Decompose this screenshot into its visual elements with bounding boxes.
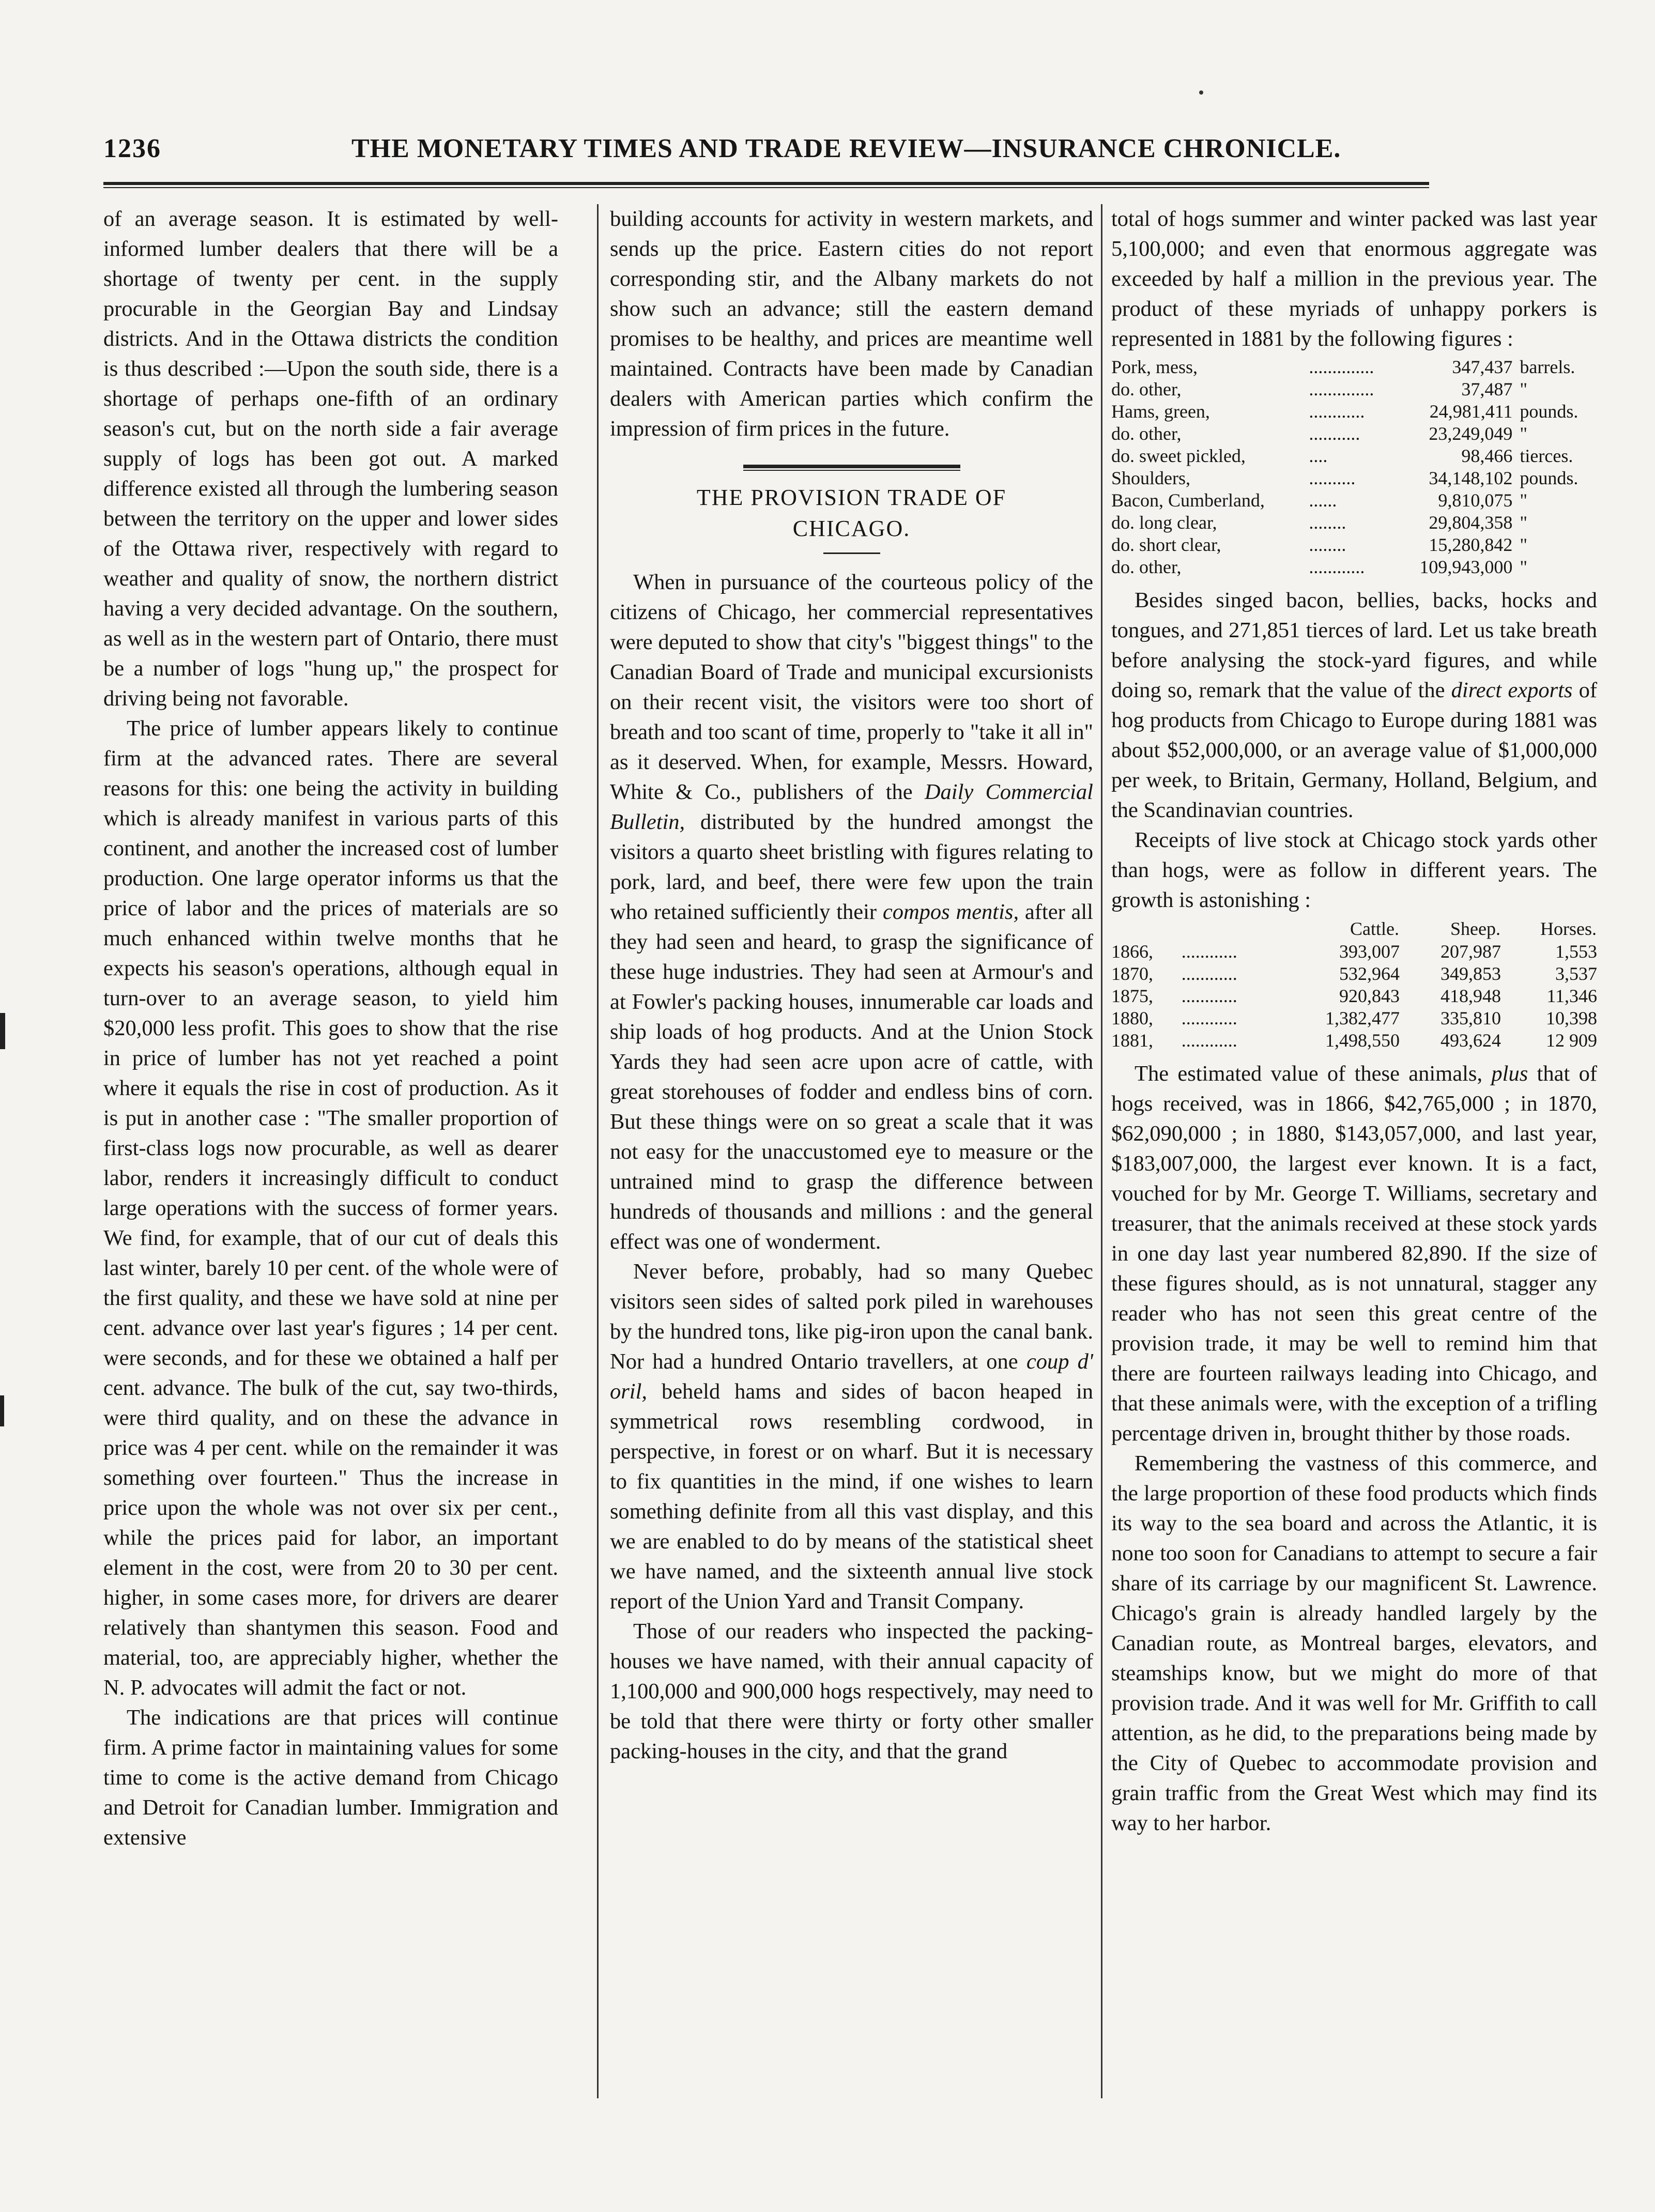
text-run: that of hogs received, was in 1866, $42,765,000 ; in 1870, $62,090,000 ; in 1880, $143,057,000, and last year, $183,007,000, the largest ever known. It is a fact, vouched for by Mr. George T. Williams, secretary and treasurer, that the animals received at these stock yards in one day last year numbered 82,890. If the size of these figures should, as is not unnatural, stagger any reader who has not seen this great centre of the provision trade, it may be well to remind him that there are fourteen railways leading into Chicago, and that these animals were, with the exception of a trifling percentage driven in, brought thither by those roads. — [1111, 1062, 1598, 1446]
paragraph: The price of lumber appears likely to continue firm at the advanced rates. There are several reasons for this: one being the activity in building which is already manifest in various parts of this continent, and another the increased cost of lumber production. One large operator informs us that the price of labor and the prices of materials are so much enhanced within twelve months that he expects his season's operations, although equal in turn-over to an average season, to yield him $20,000 less profit. This goes to show that the rise in price of lumber has not yet reached a point where it equals the rise in cost of production. As it is put in another case : "The smaller proportion of first-class logs now procurable, as well as dearer labor, renders it increasingly difficult to conduct large operations with the success of former years. We find, for example, that of our cut of deals this last winter, barely 10 per cent. of the whole were of the first quality, and these we have sold at nine per cent. advance over last year's figures ; 14 per cent. were seconds, and for these we obtained a half per cent. advance. The bulk of the cut, say two-thirds, were third quality, and on these the advance in price was 4 per cent. while on the remainder it was something over fourteen." Thus the increase in price upon the whole was not over six per cent., while the prices paid for labor, an important element in the cost, were from 20 to 30 per cent. higher, in some cases more, for drivers are dearer relatively than shantymen this season. Food and material, too, are appreciably higher, whether the N. P. advocates will admit the fact or not. — [103, 716, 558, 1700]
table-row — [1111, 1007, 1597, 1030]
paragraph — [1111, 586, 1597, 825]
product-name: Pork, mess, — [1111, 357, 1198, 377]
column-1 — [103, 204, 558, 1853]
sheep-count: 335,810 — [1441, 1008, 1501, 1028]
table-row — [1111, 941, 1597, 963]
paragraph: Remembering the vastness of this commerce, and the large proportion of these food products which finds its way to the sea board and across the Atlantic, it is none too soon for Canadians to attempt to secure a fair share of its carriage by our magnificent St. Lawrence. Chicago's grain is already handled largely by the Canadian route, as Montreal barges, elevators, and steamships know, but we might do more of that provision trade. And it was well for Mr. Griffith to call attention, as he did, to the preparations being made by the City of Quebec to accommodate provision and grain traffic from the Great West which may find its way to her harbor. — [1111, 1451, 1597, 1835]
unit: pounds. — [1520, 468, 1579, 488]
unit: pounds. — [1520, 401, 1579, 422]
text-run: beheld hams and sides of bacon heaped in symmetrical rows resembling cordwood, in perspective, in forest or on wharf. But it is necessary to fix quantities in the mind, if one wishes to learn something definite from all this vast display, and this we are enabled to do by means of the statistical sheet we have named, and the sixteenth annual live stock report of the Union Yard and Transit Company. — [610, 1379, 1093, 1614]
unit: " — [1520, 512, 1528, 533]
table-row — [1111, 534, 1597, 556]
product-name: Hams, green, — [1111, 401, 1210, 422]
table-row — [1111, 489, 1597, 512]
year: 1880, — [1111, 1008, 1153, 1028]
section-title-line: CHICAGO. — [792, 516, 911, 541]
leader-dots: ...... — [1309, 490, 1337, 511]
horses-count: 10,398 — [1546, 1008, 1597, 1028]
paragraph: Those of our readers who inspected the packing-houses we have named, with their annual capacity of 1,100,000 and 900,000 hogs respectively, may need to be told that there were thirty or forty other smaller packing-houses in the city, and that the grand — [610, 1619, 1093, 1763]
section-title-line: THE PROVISION TRADE OF — [696, 485, 1007, 510]
unit: barrels. — [1520, 357, 1575, 377]
table-row — [1111, 401, 1597, 423]
text-run: after all they had seen and heard, to grasp the significance of these huge industries. They had seen at Armour's and at Fowler's packing houses, innumerable car loads and ship loads of hog products. And at the Union Stock Yards they had seen acre upon acre of cattle, with great storehouses of fodder and endless bins of corn. But these things were on so great a scale that it was not easy for the unaccustomed eye to measure or the untrained mind to grasp the difference between hundreds of thousands and millions : and the general effect was one of wonderment. — [610, 900, 1093, 1254]
paragraph: total of hogs summer and winter packed was last year 5,100,000; and even that enormous aggregate was exceeded by half a million in the previous year. The product of these myriads of unhappy porkers is represented in 1881 by the following figures : — [1111, 207, 1597, 351]
sheep-count: 207,987 — [1441, 941, 1501, 962]
section-rule — [743, 465, 960, 471]
leader-dots: ............ — [1181, 986, 1237, 1006]
leader-dots: .......... — [1309, 468, 1356, 488]
product-name: do. sweet pickled, — [1111, 446, 1246, 466]
table-row — [1111, 512, 1597, 534]
cattle-count: 1,382,477 — [1325, 1008, 1400, 1028]
text-run: The estimated value of these animals, — [1135, 1062, 1492, 1086]
sheep-count: 349,853 — [1441, 963, 1501, 984]
table-row — [1111, 1030, 1597, 1052]
products-table — [1111, 356, 1597, 578]
table-row — [1111, 423, 1597, 445]
quantity: 37,487 — [1461, 379, 1513, 400]
paragraph: of an average season. It is estimated by well-informed lumber dealers that there will be a shortage of twenty per cent. in the supply procurable in the Georgian Bay and Lindsay districts. And in the Ottawa districts the condition is thus described :—Upon the south side, there is a shortage of perhaps one-fifth of an ordinary season's cut, but on the north side a fair average supply of logs has been got out. A marked difference existed all through the lumbering season between the territory on the upper and lower sides of the Ottawa river, respectively with regard to weather and quality of snow, the northern district having a very decided advantage. On the southern, as well as in the western part of Ontario, there must be a number of logs "hung up," the prospect for driving being not favorable. — [103, 207, 558, 711]
column-divider — [597, 204, 599, 2098]
quantity: 24,981,411 — [1429, 401, 1513, 422]
leader-dots: .... — [1309, 446, 1328, 466]
header-rule — [103, 182, 1429, 188]
margin-mark — [0, 1013, 5, 1049]
product-name: Shoulders, — [1111, 468, 1190, 488]
text-run: distributed by the hundred amongst the visitors a quarto sheet bristling with figures relating to pork, lard, and beef, there were few upon the train who retained sufficiently their — [610, 810, 1093, 924]
receipts-table — [1111, 917, 1597, 1052]
table-row — [1111, 356, 1597, 378]
paragraph — [1111, 1059, 1597, 1449]
quantity: 98,466 — [1461, 446, 1513, 466]
cattle-count: 920,843 — [1339, 986, 1400, 1006]
product-name: do. long clear, — [1111, 512, 1217, 533]
receipts-header-row — [1111, 917, 1597, 941]
cattle-count: 532,964 — [1339, 963, 1400, 984]
paragraph: Receipts of live stock at Chicago stock yards other than hogs, were as follow in different years. The growth is astonishing : — [1111, 828, 1597, 912]
leader-dots: ............ — [1309, 401, 1365, 422]
cattle-count: 1,498,550 — [1325, 1030, 1400, 1051]
leader-dots: ............ — [1181, 941, 1237, 962]
product-name: do. other, — [1111, 423, 1182, 444]
paragraph: building accounts for activity in western markets, and sends up the price. Eastern cities do not report corresponding stir, and the Albany markets do not show such an advance; still the eastern demand promises to be healthy, and prices are meantime well maintained. Contracts have been made by Canadian dealers with American parties which confirm the impression of firm prices in the future. — [610, 207, 1093, 441]
leader-dots: ........... — [1309, 423, 1360, 444]
column-2 — [610, 204, 1093, 1766]
column-header: Cattle. — [1350, 918, 1399, 939]
year: 1881, — [1111, 1030, 1153, 1051]
product-name: do. short clear, — [1111, 534, 1221, 555]
italic-text: Daily Commercial Bulletin, — [610, 780, 1093, 834]
section-title — [610, 482, 1093, 544]
journal-title: THE MONETARY TIMES AND TRADE REVIEW—INSURANCE CHRONICLE. — [351, 134, 1341, 163]
title-rule — [823, 552, 880, 554]
year: 1870, — [1111, 963, 1153, 984]
column-header: Horses. — [1540, 918, 1597, 939]
year: 1875, — [1111, 986, 1153, 1006]
horses-count: 12 909 — [1546, 1030, 1597, 1051]
leader-dots: ............ — [1181, 963, 1237, 984]
leader-dots: ........ — [1309, 512, 1346, 533]
text-run: of hog products from Chicago to Europe during 1881 was about $52,000,000, or an average value of $1,000,000 per week, to Britain, Germany, Holland, Belgium, and the Scandinavian countries. — [1111, 678, 1598, 822]
table-row — [1111, 556, 1597, 578]
italic-text: compos mentis, — [882, 900, 1019, 924]
ink-speck — [1199, 90, 1203, 95]
unit: " — [1520, 490, 1528, 511]
page-number: 1236 — [103, 134, 161, 163]
table-row — [1111, 445, 1597, 467]
quantity: 23,249,049 — [1429, 423, 1513, 444]
year: 1866, — [1111, 941, 1153, 962]
paragraph — [610, 567, 1093, 1257]
product-name: Bacon, Cumberland, — [1111, 490, 1265, 511]
paragraph — [610, 1257, 1093, 1617]
page-header — [103, 129, 1427, 171]
italic-text: plus — [1491, 1062, 1528, 1086]
sheep-count: 493,624 — [1441, 1030, 1501, 1051]
leader-dots: ............ — [1181, 1030, 1237, 1051]
quantity: 34,148,102 — [1429, 468, 1513, 488]
quantity: 9,810,075 — [1438, 490, 1513, 511]
quantity: 109,943,000 — [1419, 557, 1513, 577]
table-row — [1111, 963, 1597, 985]
unit: " — [1520, 534, 1528, 555]
text-run: Never before, probably, had so many Quebec visitors seen sides of salted pork piled in warehouses by the hundred tons, like pig-iron upon the canal bank. Nor had a hundred Ontario travellers, at one — [610, 1259, 1093, 1374]
table-row — [1111, 467, 1597, 489]
product-name: do. other, — [1111, 557, 1182, 577]
cattle-count: 393,007 — [1339, 941, 1400, 962]
italic-text: direct exports — [1451, 678, 1573, 702]
unit: " — [1520, 423, 1528, 444]
unit: " — [1520, 557, 1528, 577]
leader-dots: ........ — [1309, 534, 1346, 555]
table-row — [1111, 985, 1597, 1007]
quantity: 347,437 — [1452, 357, 1513, 377]
paragraph: The indications are that prices will continue firm. A prime factor in maintaining values for some time to come is the active demand from Chicago and Detroit for Canadian lumber. Immigration and extensive — [103, 1706, 558, 1850]
quantity: 15,280,842 — [1429, 534, 1513, 555]
leader-dots: .............. — [1309, 379, 1374, 400]
italic-text: coup d' oril, — [610, 1349, 1094, 1404]
unit: tierces. — [1520, 446, 1573, 466]
text-run: Besides singed bacon, bellies, backs, hocks and tongues, and 271,851 tierces of lard. Let us take breath before analysing the stock-yard figures, and while doing so, remark that the value of the — [1111, 588, 1597, 702]
leader-dots: ............ — [1181, 1008, 1237, 1028]
leader-dots: ............ — [1309, 557, 1365, 577]
margin-mark — [0, 1395, 4, 1426]
column-header: Sheep. — [1450, 918, 1500, 939]
table-row — [1111, 378, 1597, 401]
quantity: 29,804,358 — [1429, 512, 1513, 533]
horses-count: 3,537 — [1555, 963, 1597, 984]
leader-dots: .............. — [1309, 357, 1374, 377]
column-divider — [1101, 204, 1102, 2098]
text-run: When in pursuance of the courteous policy of the citizens of Chicago, her commercial representatives were deputed to show that city's "biggest things" to the Canadian Board of Trade and municipal excursionists on their recent visit, the visitors were too short of breath and too scant of time, properly to "take it all in" as it deserved. When, for example, Messrs. Howard, White & Co., publishers of the — [610, 570, 1093, 804]
unit: " — [1520, 379, 1528, 400]
horses-count: 1,553 — [1555, 941, 1597, 962]
sheep-count: 418,948 — [1441, 986, 1501, 1006]
product-name: do. other, — [1111, 379, 1182, 400]
column-3 — [1111, 204, 1597, 1838]
horses-count: 11,346 — [1546, 986, 1597, 1006]
